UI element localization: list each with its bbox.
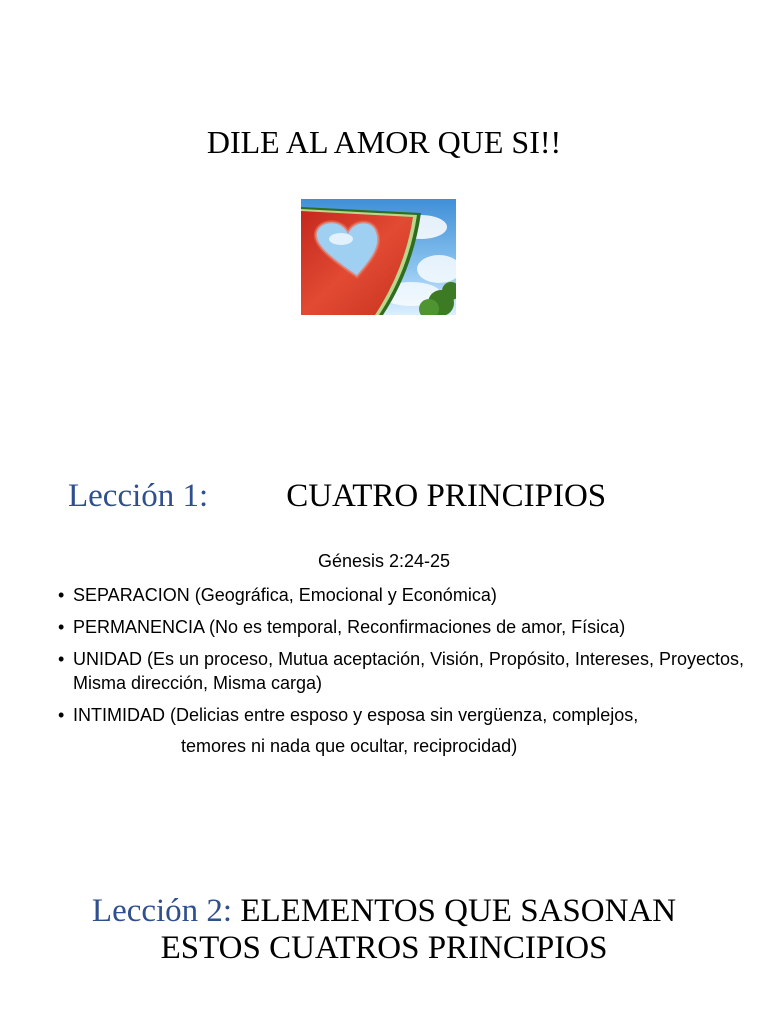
list-item [58,615,748,639]
principles-list [58,583,748,758]
list-item-continuation: temores ni nada que ocultar, reciprocidad) [181,736,518,756]
lesson2-label: Lección 2: [91,893,233,929]
list-item-text: PERMANENCIA (No es temporal, Reconfirmaciones de amor, Física) [73,617,626,637]
page-title: DILE AL AMOR QUE SI!! [206,124,562,160]
heart-watermelon-image [301,199,456,315]
list-item-text: SEPARACION (Geográfica, Emocional y Económica) [73,585,497,605]
lesson1-heading [68,478,748,515]
lesson2-title-line2: ESTOS CUATROS PRINCIPIOS [160,930,608,966]
lesson2-heading [0,893,768,967]
heart-icon [301,199,456,315]
bible-reference: Génesis 2:24-25 [317,551,451,571]
lesson2-title-line1: ELEMENTOS QUE SASONAN [240,893,677,929]
list-item [58,583,748,607]
list-item [58,703,748,758]
list-item-text: UNIDAD (Es un proceso, Mutua aceptación, Visión, Propósito, Intereses, Proyectos, Misma dirección, Misma carga) [73,649,744,693]
list-item [58,647,748,695]
lesson2-line1 [0,893,768,930]
lesson1-title: CUATRO PRINCIPIOS [286,478,607,514]
lesson1-label: Lección 1: [68,478,209,514]
list-item-text: INTIMIDAD (Delicias entre esposo y esposa sin vergüenza, complejos, [73,705,639,725]
